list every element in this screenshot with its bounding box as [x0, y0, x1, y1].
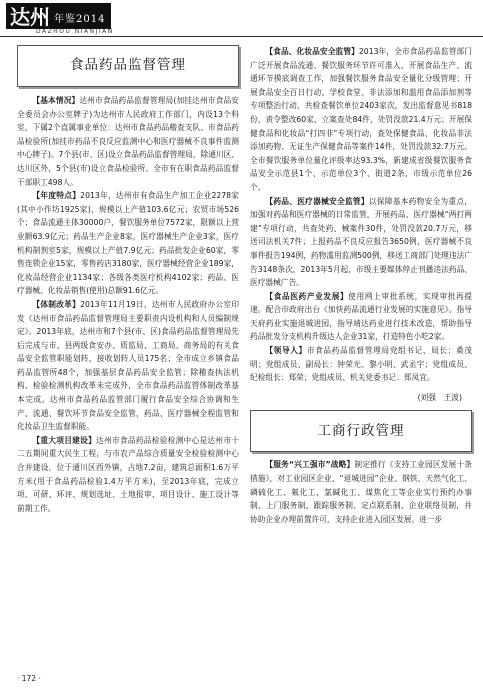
paragraph-text: 2013年，全市食品药品监管部门广泛开展食品流通、餐饮服务环节许可准入、开展食品生产、流通环节摸底调查工作，加强餐饮服务食品安全量化分级管理；开展食品安全百日行动、学校食堂、非法添加和滥用食品添加剂等专项整治行动，共检查餐饮单位2403家次，发出监督意见书818份，责令整改60家，立案查处84件，处罚没款21.4万元；开展保健食品和化妆品“打四非”专项行动，查处保健食品、化妆品非法添加药物、无证生产保健食品等案件14件，处罚没款32.7万元。全市餐饮服务单位量化评级率达93.3%，新建成省级餐饮服务食品安全示范县1个、示范单位3个、街道2条，市级示范单位26个。	[250, 47, 472, 192]
paragraph	[250, 458, 472, 526]
section-title-box	[250, 410, 472, 452]
page-number: · 172 ·	[17, 674, 41, 683]
paragraph	[17, 434, 239, 516]
paragraph-text: 达州市食品药品监督管理局(加挂达州市食品安全委员会办公室牌子)为达州市人民政府工作部门，内设13个科室，下属2个直属事业单位：达州市食品药品稽查支队、市食品药品检验所(加挂市药品不良反应监测中心和医疗器械不良事件监测中心牌子)。7个县(市、区)设立食品药品监督管理局，除通川区、达川区外，5个县(市)设立食品检验所。全市有在职食品药品监督干部职工498人。	[17, 96, 239, 187]
paragraph	[17, 189, 239, 298]
paragraph	[250, 195, 472, 290]
paragraph-lead: 【领导人】	[265, 346, 307, 356]
paragraph-text: 2013年，达州市有食品生产加工企业2278家(其中小作坊1925家)，规模以上产值103.6亿元；农贸市场526个；食品流通主体30000户，餐饮服务单位7572家，限额以上营业额63.9亿元；药品生产企业8家，医疗器械生产企业3家，医疗机构制剂室5家，规模以上产值7.9亿元；药品批发企业60家，零售连锁企业15家，零售药店3180家，医疗器械经营企业189家，化妆品经营企业1134家；各级各类医疗机构4102家；药品、医疗器械、化妆品销售(使用)总额91.6亿元。	[17, 191, 239, 296]
paragraph	[17, 94, 239, 189]
paragraph-lead: 【食品、化妆品安全监管】	[265, 47, 359, 56]
brand-name: 达州	[10, 5, 50, 29]
paragraph-lead: 【服务“兴工强市”战略】	[265, 460, 355, 470]
author-credit: (刘强 王波)	[417, 392, 462, 402]
right-column	[250, 45, 472, 526]
paragraph-text: 以保障基本药物安全为重点，加强对药品和医疗器械的日常监管，开展药品、医疗器械“两打两建”专项行动，共查处药、械案件30件，处罚没款20.7万元，移送司法机关7件；上报药品不良反应报告3650例，医疗器械不良事件报告194例，药物滥用监测500例，移送工商部门处理违法广告3148条次，2013年5月起，市级主要媒体停止刊播违法药品、医疗器械广告。	[250, 196, 472, 288]
paragraph-lead: 【重大项目建设】	[32, 435, 97, 445]
paragraph-text: 达州市食品药品检验检测中心是达州市十二五期间重大民生工程，与市农产品综合质量安全检验检测中心合并建设，位于通川区西外镇，占地7.2亩，建筑总面积1.6万平方米(用于食品药品检验1.4万平方米)，至2013年底，完成立项、可研、环评、规划选址、土地报审、项目设计、施工设计等前期工作。	[17, 435, 239, 513]
paragraph-text: 2013年11月19日，达州市人民政府办公室印发《达州市食品药品监督管理局主要职责内设机构和人员编制规定》。2013年底，达州市和7个县(市、区)食品药品监督管理局先后完成与市、县两级食安办、质监局、工商局、商务局的有关食品安全监管职能划转，接收划转人员175名；全市成立乡镇食品药品监管所48个，加强基层食品药品安全监管；除稽查执法机构、检验检测机构改革未完成外，全市食品药品监管体制改革基本完成。达州市食品药品监管部门履行食品安全综合协调和生产、流通、餐饮环节食品安全监管，药品、医疗器械全程监管和化妆品卫生监督职能。	[17, 299, 239, 432]
paragraph-lead: 【体制改革】	[32, 299, 81, 309]
brand-year: 年鉴2014	[54, 14, 106, 25]
paragraph-text: 市食品药品监督管理局党组书记、局长：桑茂明；党组成员、副局长：钟荣光、黎小明、武丞宇；党组成员、纪检组长：郑荣；党组成员、机关党委书记：郑凤宜。	[250, 346, 472, 383]
section-title-box	[17, 45, 239, 87]
paragraph-lead: 【基本情况】	[32, 96, 80, 105]
paragraph-lead: 【食品医药产业发展】	[265, 291, 349, 301]
paragraph	[250, 290, 472, 344]
paragraph-lead: 【年度特点】	[32, 191, 81, 201]
paragraph-text: 制定推行《支持工业园区发展十条措施》，对工业园区企业、“退城进园”企业、钢铁、天然气化工、磷硫化工、氟化工、氯碱化工、煤焦化工等企业实行预约办事制、上门服务制、跟踪服务制、定点联系制、企业联络员制，并协助企业办理前置许可，支持企业进入园区发展。进一步	[250, 460, 472, 524]
brand-subtitle: DAZHOU NIANJIAN	[36, 28, 114, 35]
section-title: 食品药品监督管理	[70, 57, 186, 74]
paragraph	[17, 298, 239, 434]
left-column	[17, 45, 239, 515]
paragraph	[250, 45, 472, 195]
paragraph-text: 使用网上审批系统，实现审批再提速。配合市政府出台《加快药品流通行业发展的实施意见》。指导天府药业实施退城进园，指导靖达药业进行技术改造，帮助指导药品批发分支机构升级达人企业31家，打造特色小吃2家。	[250, 291, 472, 342]
header-rule	[0, 36, 483, 37]
paragraph	[250, 344, 472, 385]
paragraph-lead: 【药品、医疗器械安全监管】	[265, 196, 369, 206]
yearbook-brand	[6, 3, 111, 29]
section-title: 工商行政管理	[317, 422, 405, 439]
page-header	[0, 0, 483, 40]
